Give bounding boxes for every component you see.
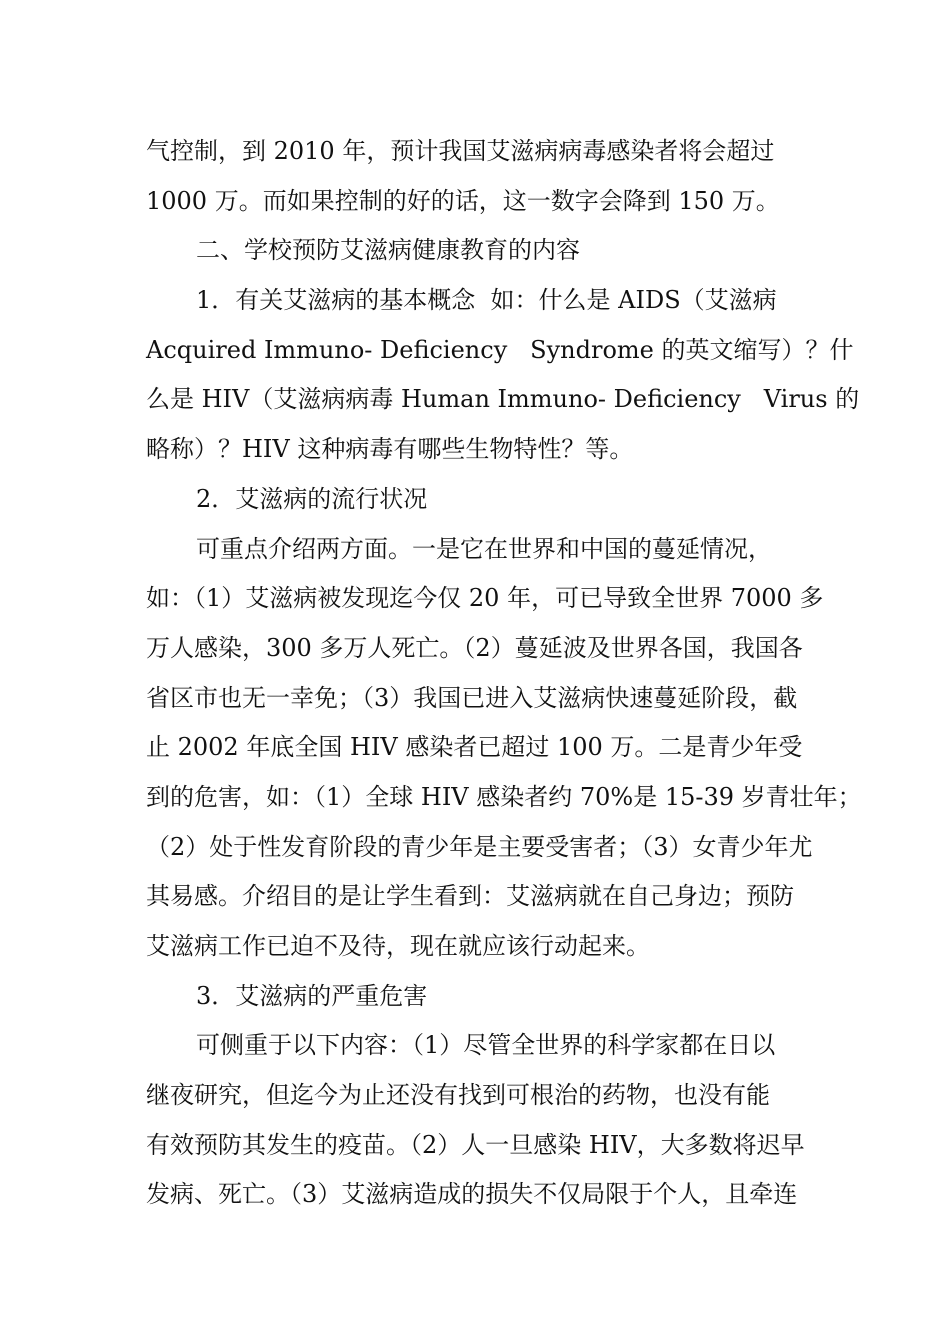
text-line-1: 气控制，到 2010 年，预计我国艾滋病病毒感染者将会超过: [146, 137, 775, 165]
text-line-12: 省区市也无一幸免；（3）我国已进入艾滋病快速蔓延阶段，截: [146, 683, 798, 712]
text-line-14: 到的危害，如：（1）全球 HIV 感染者约 70%是 15-39 岁青壮年；: [146, 782, 862, 811]
body-text: [146, 127, 862, 1220]
text-line-7: 略称）？HIV 这种病毒有哪些生物特性？等。: [146, 435, 634, 464]
text-line-19: 可侧重于以下内容：（1）尽管全世界的科学家都在日以: [196, 1031, 776, 1060]
text-line-10: 如：（1）艾滋病被发现迄今仅 20 年，可已导致全世界 7000 多: [146, 584, 824, 613]
text-line-6: 么是 HIV（艾滋病病毒 Human Immuno- Deficiency Virus 的: [146, 385, 860, 414]
subheading-3: 3．艾滋病的严重危害: [196, 981, 428, 1010]
text-line-9: 可重点介绍两方面。一是它在世界和中国的蔓延情况，: [196, 534, 772, 563]
text-line-11: 万人感染，300 多万人死亡。（2）蔓延波及世界各国，我国各: [146, 633, 803, 662]
text-line-5: Acquired Immuno- Deficiency Syndrome 的英文缩写）？什: [146, 335, 854, 364]
text-line-17: 艾滋病工作已迫不及待，现在就应该行动起来。: [146, 932, 650, 960]
text-line-20: 继夜研究，但迄今为止还没有找到可根治的药物，也没有能: [146, 1081, 770, 1110]
section-heading-2: 二、学校预防艾滋病健康教育的内容: [196, 236, 580, 265]
text-line-2: 1000 万。而如果控制的好的话，这一数字会降到 150 万。: [146, 186, 780, 215]
subheading-1: 1．有关艾滋病的基本概念 如：什么是 AIDS（艾滋病: [196, 286, 777, 315]
text-line-13: 止 2002 年底全国 HIV 感染者已超过 100 万。二是青少年受: [146, 733, 803, 762]
text-line-16: 其易感。介绍目的是让学生看到：艾滋病就在自己身边；预防: [146, 882, 794, 911]
text-line-21: 有效预防其发生的疫苗。（2）人一旦感染 HIV，大多数将迟早: [146, 1130, 805, 1159]
text-line-15: （2）处于性发育阶段的青少年是主要受害者；（3）女青少年尤: [146, 832, 813, 861]
subheading-2: 2．艾滋病的流行状况: [196, 484, 428, 513]
text-line-22: 发病、死亡。（3）艾滋病造成的损失不仅局限于个人，且牵连: [146, 1180, 798, 1209]
